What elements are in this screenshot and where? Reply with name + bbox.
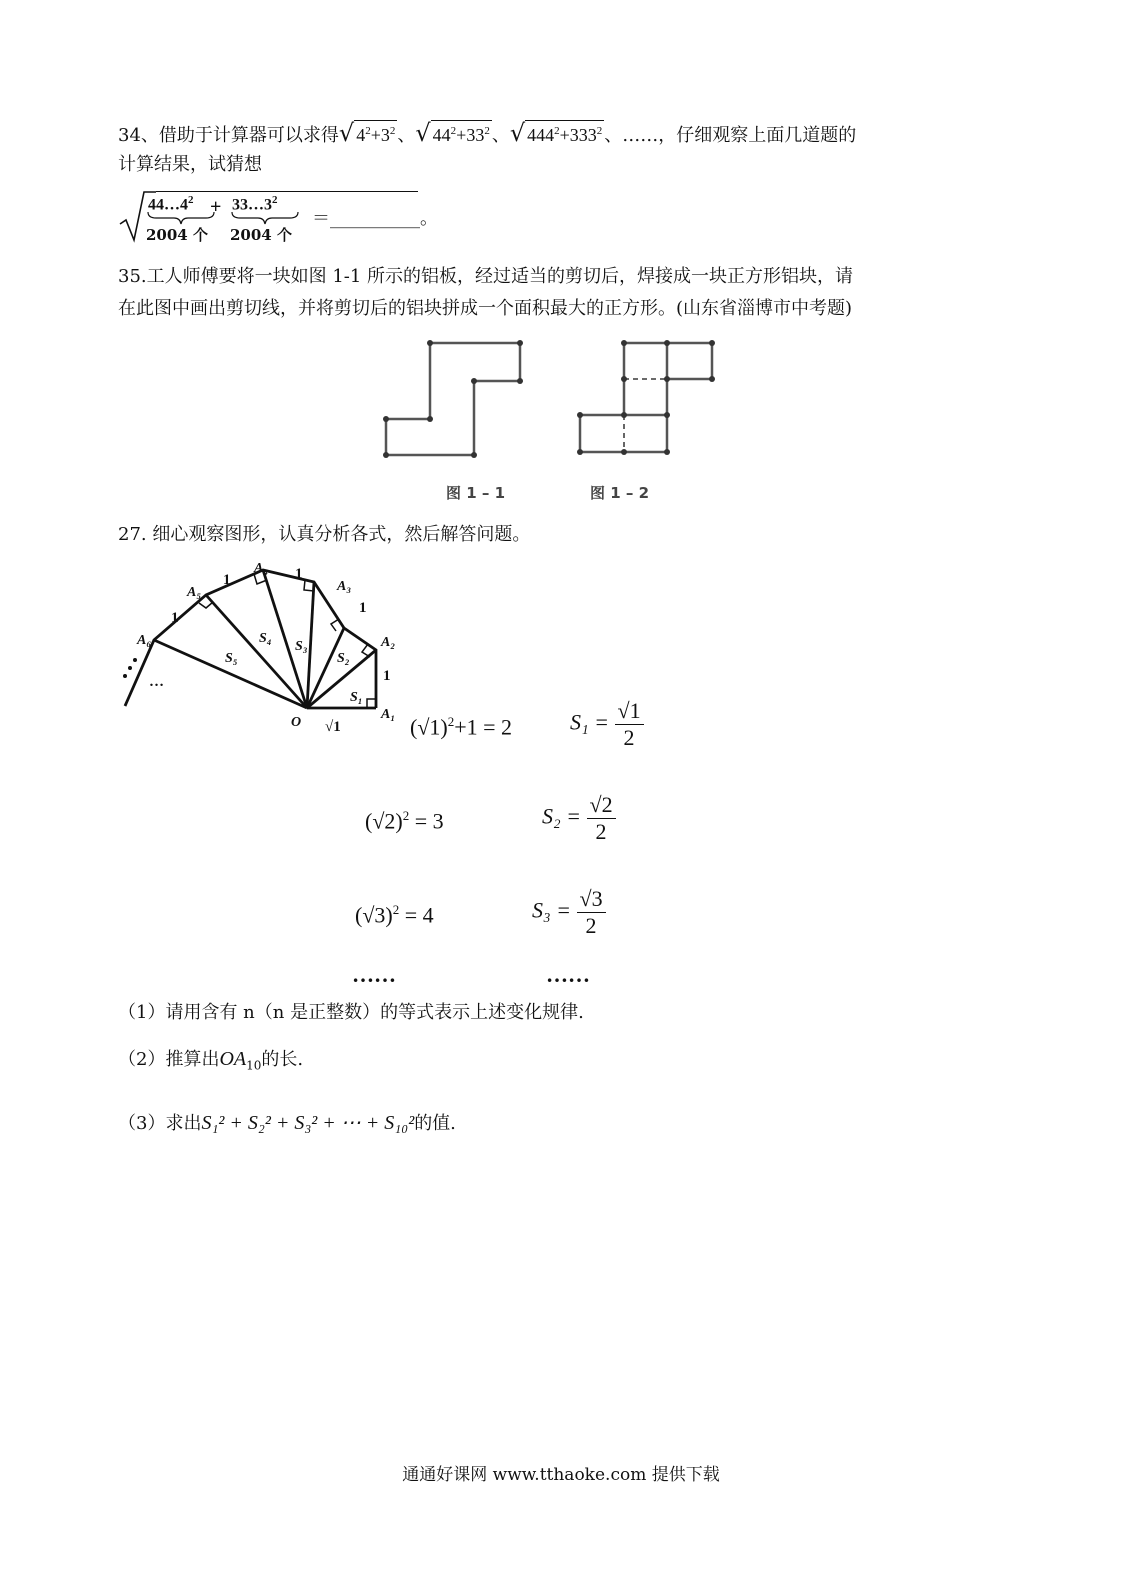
label-S2: S₂ — [337, 651, 350, 666]
label-A4: A₄ — [254, 561, 269, 576]
radical-2: $44^2+33^2$ — [431, 120, 492, 145]
label-A2: A₂ — [381, 635, 396, 650]
radical-sign: √ — [509, 119, 526, 147]
under-label-a: 2004 个 — [146, 226, 208, 244]
label-A1: A₁ — [381, 707, 396, 722]
sep: 、 — [397, 125, 416, 146]
label-S1: S₁ — [350, 690, 363, 705]
figure-1-1-vertices — [383, 340, 523, 458]
q35-line1: 35.工人师傅要将一块如图 1-1 所示的铝板，经过适当的剪切后，焊接成一块正方形铝块，请 — [118, 266, 854, 287]
q27-part1: （1）请用含有 n（n 是正整数）的等式表示上述变化规律. — [118, 1002, 584, 1023]
big-term-a: $44\dots 4^2$ — [148, 194, 194, 214]
ellipsis-left: …… — [352, 962, 396, 987]
label-one-a1a2: 1 — [383, 668, 391, 684]
q34-text-prefix: 34、借助于计算器可以求得 — [118, 125, 339, 146]
radical-3: $444^2+333^2$ — [525, 120, 604, 145]
label-A6: A₆ — [137, 633, 152, 648]
label-sqrt1: √1 — [325, 719, 341, 735]
eq2-right: S₂ = $\frac{√2}{2}$ — [542, 792, 616, 845]
q34-big-radical — [118, 186, 448, 244]
radical-sign: √ — [338, 119, 355, 147]
figure-1-2-vertices — [577, 340, 715, 455]
figures-1-1-1-2 — [370, 335, 790, 505]
label-one-a2a3: 1 — [359, 600, 367, 616]
label-one-a3a4: 1 — [295, 566, 303, 582]
q27-title: 27. 细心观察图形，认真分析各式，然后解答问题。 — [118, 524, 531, 545]
label-S4: S₄ — [259, 631, 272, 646]
label-one-a5a6: 1 — [171, 610, 179, 626]
plus: + — [210, 196, 222, 218]
sep: 、 — [491, 125, 510, 146]
eq1-left: $(√1)^2+1 = 2$ — [410, 714, 513, 740]
eq1-right: S₁ = $\frac{√1}{2}$ — [570, 698, 644, 751]
label-S5: S₅ — [225, 651, 238, 666]
dots — [123, 658, 137, 678]
fig1-caption: 图 1 – 1 — [446, 484, 506, 502]
label-one-a4a5: 1 — [223, 572, 231, 588]
eq3-right: S₃ = $\frac{√3}{2}$ — [532, 886, 606, 939]
label-dots: … — [149, 674, 164, 690]
radical-bar — [156, 191, 418, 192]
fig2-caption: 图 1 – 2 — [590, 484, 650, 502]
ellipsis-right: …… — [546, 962, 590, 987]
spiral-diagram — [115, 558, 405, 748]
big-term-b: $33\dots 3^2$ — [232, 194, 278, 214]
q34-text-suffix: 、……，仔细观察上面几道题的 — [604, 125, 857, 146]
under-label-b: 2004 个 — [230, 226, 292, 244]
label-A5: A₅ — [187, 585, 202, 600]
footer: 通通好课网 www.tthaoke.com 提供下载 — [402, 1465, 720, 1485]
label-O: O — [291, 715, 302, 730]
q34-line2: 计算结果，试猜想 — [118, 154, 262, 175]
radical-sign: √ — [415, 119, 431, 147]
q27-part2: （2）推算出$OA_{10}$的长. — [118, 1048, 304, 1073]
answer-blank: ＝__________。 — [312, 208, 438, 229]
q34-line1 — [118, 120, 856, 149]
figure-1-1 — [386, 343, 520, 455]
figure-1-2 — [580, 343, 712, 452]
radical-1: $4^2+3^2$ — [354, 120, 397, 145]
eq2-left: $(√2)^2 = 3$ — [365, 808, 444, 834]
label-S3: S₃ — [295, 639, 308, 654]
eq3-left: $(√3)^2 = 4$ — [355, 902, 434, 928]
q27-part3: （3）求出S₁² + S₂² + S₃² + ⋯ + S₁₀²的值. — [118, 1112, 456, 1134]
q35-line2: 在此图中画出剪切线，并将剪切后的铝块拼成一个面积最大的正方形。(山东省淄博市中考题) — [118, 298, 853, 319]
label-A3: A₃ — [337, 579, 352, 594]
